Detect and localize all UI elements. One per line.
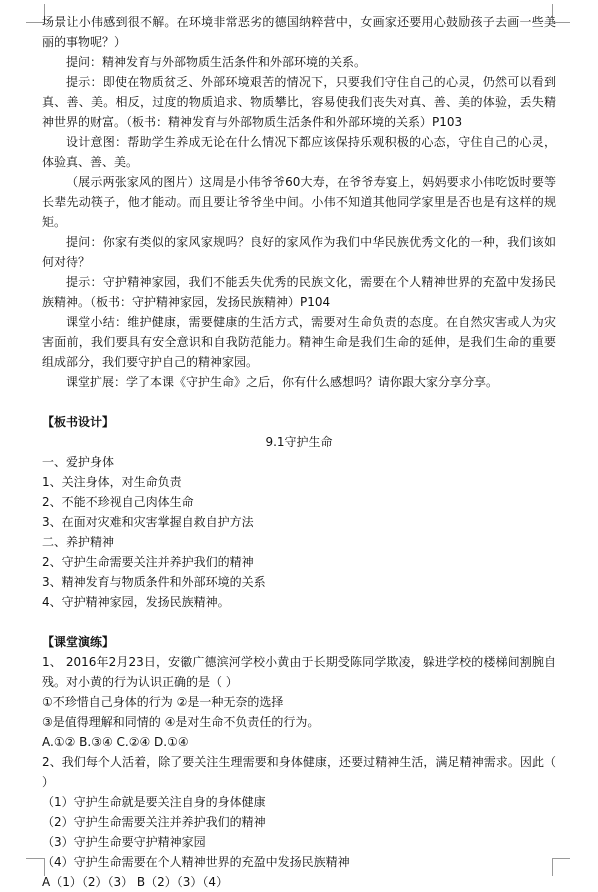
board-line: 2、守护生命需要关注并养护我们的精神 [42, 555, 254, 569]
paragraph-extension: 课堂扩展：学了本课《守护生命》之后，你有什么感想吗？请你跟大家分享分享。 [66, 375, 499, 389]
paragraph-summary: 课堂小结：维护健康，需要健康的生活方式，需要对生命负责的态度。在自然灾害或人为灾害面前，我们要具有安全意识和自我防范能力。精神生命是我们生命的延伸，是我们生命的重要组成部分，我们要守护自己的精神家园。 [42, 315, 556, 369]
board-title: 9.1守护生命 [265, 435, 333, 449]
board-design-heading: 【板书设计】 [42, 415, 115, 429]
paragraph-hint-1: 提示：即使在物质贫乏、外部环境艰苦的情况下，只要我们守住自己的心灵，仍然可以看到真、善、美。相反，过度的物质追求、物质攀比，容易使我们丧失对真、善、美的体验，丢失精神世界的财富。（板书：精神发育与外部物质生活条件和外部环境的关系）P103 [42, 75, 556, 129]
spacer [42, 392, 556, 412]
board-line: 二、养护精神 [42, 535, 115, 549]
board-line: 3、在面对灾难和灾害掌握自救自护方法 [42, 515, 254, 529]
spacer [42, 612, 556, 632]
question-2-item: （2）守护生命需要关注并养护我们的精神 [42, 815, 266, 829]
exercise-heading: 【课堂演练】 [42, 635, 115, 649]
question-2-stem: 2、我们每个人活着，除了要关注生理需要和身体健康，还要过精神生活，满足精神需求。因此（ ） [42, 755, 556, 789]
paragraph-question-2: 提问：你家有类似的家风家规吗？良好的家风作为我们中华民族优秀文化的一种，我们该如何对待？ [42, 235, 556, 269]
paragraph-continuation: 场景让小伟感到很不解。在环境非常恶劣的德国纳粹营中，女画家还要用心鼓励孩子去画一些美丽的事物呢？） [42, 15, 556, 49]
question-2-choices: A（1）（2）（3） B（2）（3）（4） [42, 875, 229, 889]
paragraph-hint-2: 提示：守护精神家园，我们不能丢失优秀的民族文化，需要在个人精神世界的充盈中发扬民族精神。（板书：守护精神家园，发扬民族精神）P104 [42, 275, 556, 309]
paragraph-design-intent: 设计意图：帮助学生养成无论在什么情况下都应该保持乐观积极的心态，守住自己的心灵，体验真、善、美。 [42, 135, 556, 169]
board-line: 4、守护精神家园，发扬民族精神。 [42, 595, 230, 609]
board-line: 2、不能不珍视自己肉体生命 [42, 495, 194, 509]
question-1-choices: A.①② B.③④ C.②④ D.①④ [42, 735, 189, 749]
board-line: 一、爱护身体 [42, 455, 115, 469]
board-line: 3、精神发育与物质条件和外部环境的关系 [42, 575, 266, 589]
question-2-item: （4）守护生命需要在个人精神世界的充盈中发扬民族精神 [42, 855, 350, 869]
question-2-item: （3）守护生命要守护精神家园 [42, 835, 206, 849]
paragraph-question-1: 提问：精神发育与外部物质生活条件和外部环境的关系。 [66, 55, 367, 69]
board-line: 1、关注身体，对生命负责 [42, 475, 182, 489]
question-1-stem: 1、 2016年2月23日，安徽广德滨河学校小黄由于长期受陈同学欺凌，躲进学校的楼梯间割腕自残。对小黄的行为认识正确的是（ ） [42, 655, 556, 689]
paragraph-family-story: （展示两张家风的图片）这周是小伟爷爷60大寿，在爷爷寿宴上，妈妈要求小伟吃饭时要等长辈先动筷子，他才能动。而且要让爷爷坐中间。小伟不知道其他同学家里是否也是有这样的规矩。 [42, 175, 556, 229]
question-2-item: （1）守护生命就是要关注自身的身体健康 [42, 795, 266, 809]
question-1-options: ③是值得理解和同情的 ④是对生命不负责任的行为。 [42, 715, 320, 729]
document-body [42, 12, 556, 892]
question-1-options: ①不珍惜自己身体的行为 ②是一种无奈的选择 [42, 695, 284, 709]
